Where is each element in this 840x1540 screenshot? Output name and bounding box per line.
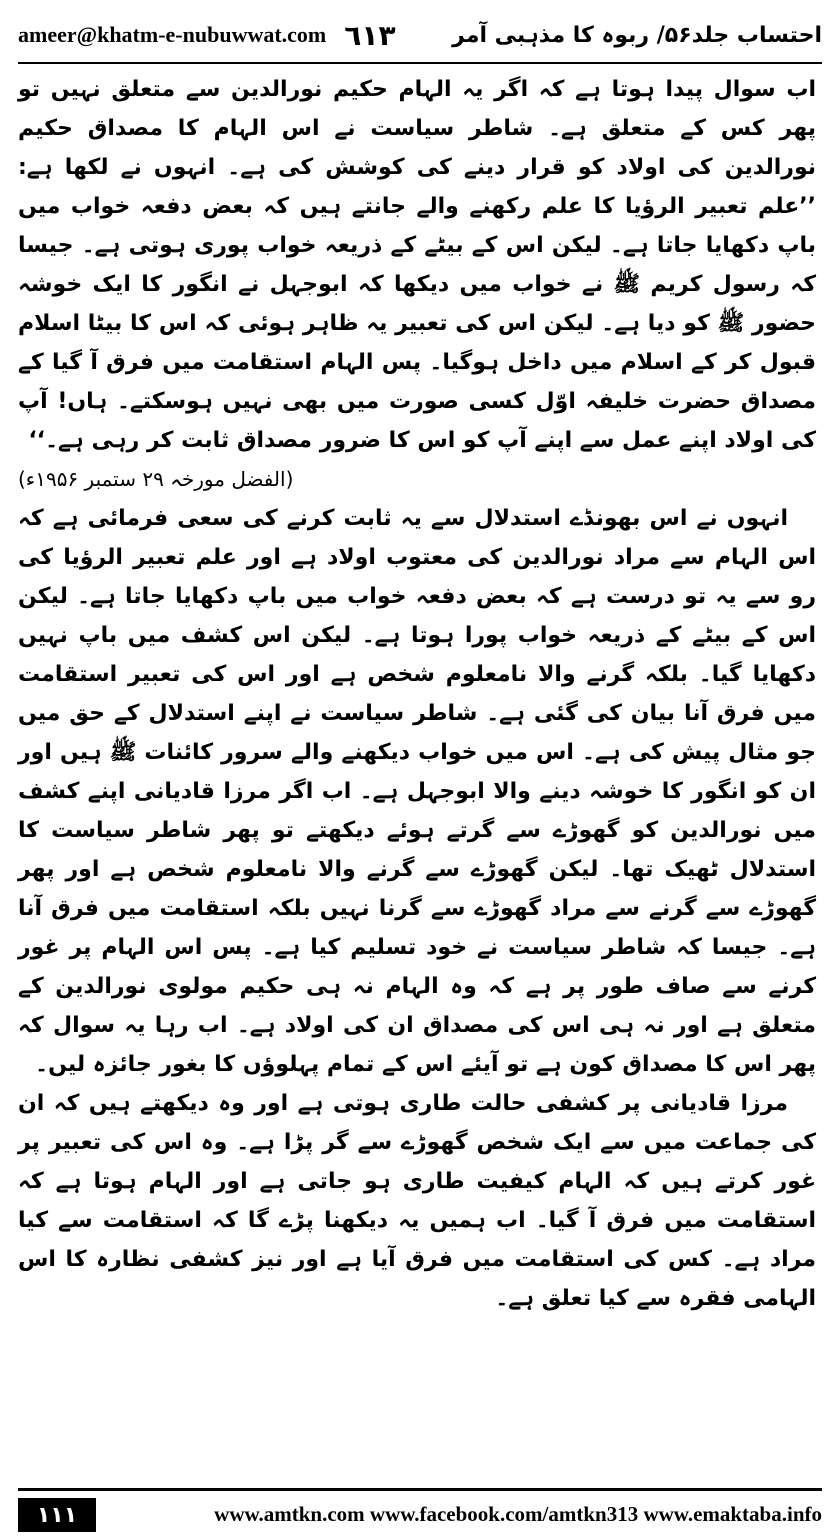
paragraph-2: انہوں نے اس بھونڈے استدلال سے یہ ثابت کرنے کی سعی فرمائی ہے کہ اس الہام سے مراد نورالدین کی معتوب اولاد ہے اور علم تعبیر الرؤیا کی رو سے یہ تو درست ہے کہ بعض دفعہ خواب میں باپ دکھایا جاتا ہے۔ لیکن اس کے بیٹے کے ذریعہ خواب پورا ہوتا ہے۔ لیکن اس کشف میں باپ نہیں دکھایا گیا۔ بلکہ گرنے والا نامعلوم شخص ہے اور اس کی تعبیر استقامت میں فرق آنا بیان کی گئی ہے۔ شاطر سیاست نے اپنے استدلال کے حق میں جو مثال پیش کی ہے۔ اس میں خواب دیکھنے والے سرور کائنات ﷺ ہیں اور ان کو انگور کا خوشہ دینے والا ابوجہل ہے۔ اب اگر مرزا قادیانی اپنے کشف میں نورالدین کو گھوڑے سے گرتے ہوئے دیکھتے تو پھر شاطر سیاست کا استدلال ٹھیک تھا۔ لیکن گھوڑے سے گرنے والا نامعلوم شخص ہے اور پھر گھوڑے سے گرنے سے مراد گھوڑے سے گرنا نہیں بلکہ استقامت میں فرق آنا ہے۔ جیسا کہ شاطر سیاست نے خود تسلیم کیا ہے۔ پس اس الہام پر غور کرنے سے صاف طور پر ہے کہ وہ الہام نہ ہی حکیم مولوی نورالدین کے متعلق ہے اور نہ ہی اس کی مصداق ان کی اولاد ہے۔ اب رہا یہ سوال کہ پھر اس کا مصداق کون ہے تو آیئے اس کے تمام پہلوؤں کا بغور جائزہ لیں۔: [18, 506, 816, 1077]
page-header: [18, 14, 822, 56]
page-body: [18, 70, 816, 1318]
header-page-number: ٦١٣: [344, 18, 396, 52]
header-left: [18, 19, 396, 52]
footer-links: www.amtkn.com www.facebook.com/amtkn313 www.emaktaba.info: [214, 1502, 822, 1526]
paragraph-3: مرزا قادیانی پر کشفی حالت طاری ہوتی ہے اور وہ دیکھتے ہیں کہ ان کی جماعت میں سے ایک شخص گھوڑے سے گر پڑا ہے۔ وہ اس کی تعبیر پر غور کرتے ہیں کہ الہام کیفیت طاری ہو جاتی ہے اور الہام ہوتا ہے کہ استقامت میں فرق آ گیا۔ اب ہمیں یہ دیکھنا پڑے گا کہ استقامت سے کیا مراد ہے۔ کس کی استقامت میں فرق آیا ہے اور نیز کشفی نظارہ کا اس الہامی فقرہ سے کیا تعلق ہے۔: [18, 1091, 816, 1311]
header-book-title: احتساب جلد۵۶/ ربوہ کا مذہبی آمر: [452, 22, 822, 48]
citation-line: [18, 460, 816, 499]
page-footer: [18, 1488, 822, 1534]
citation: (الفضل مورخہ ۲۹ ستمبر ۱۹۵۶ء): [18, 467, 294, 491]
header-email: ameer@khatm-e-nubuwwat.com: [18, 22, 327, 47]
header-divider: [18, 62, 822, 64]
footer-page-box: ۱۱۱: [18, 1498, 96, 1532]
footer-divider: [18, 1488, 822, 1491]
paragraph-1: اب سوال پیدا ہوتا ہے کہ اگر یہ الہام حکیم نورالدین سے متعلق نہیں تو پھر کس کے متعلق ہے۔ شاطر سیاست نے اس الہام کا مصداق حکیم نورالدین کی اولاد کو قرار دینے کی کوشش کی ہے۔ انہوں نے لکھا ہے: ’’علم تعبیر الرؤیا کا علم رکھنے والے جانتے ہیں کہ بعض دفعہ خواب میں باپ دکھایا جاتا ہے۔ لیکن اس کے بیٹے کے ذریعہ خواب پوری ہوتی ہے۔ جیسا کہ رسول کریم ﷺ نے خواب میں دیکھا کہ ابوجہل نے انگور کا ایک خوشہ حضور ﷺ کو دیا ہے۔ لیکن اس کی تعبیر یہ ظاہر ہوئی کہ اس کا بیٹا اسلام قبول کر کے اسلام میں داخل ہوگیا۔ پس الہام استقامت میں فرق آ گیا کے مصداق حضرت خلیفہ اوّل کسی صورت میں بھی نہیں ہوسکتے۔ ہاں! آپ کی اولاد اپنے عمل سے اپنے آپ کو اس کا ضرور مصداق ثابت کر رہی ہے۔‘‘: [18, 77, 816, 453]
